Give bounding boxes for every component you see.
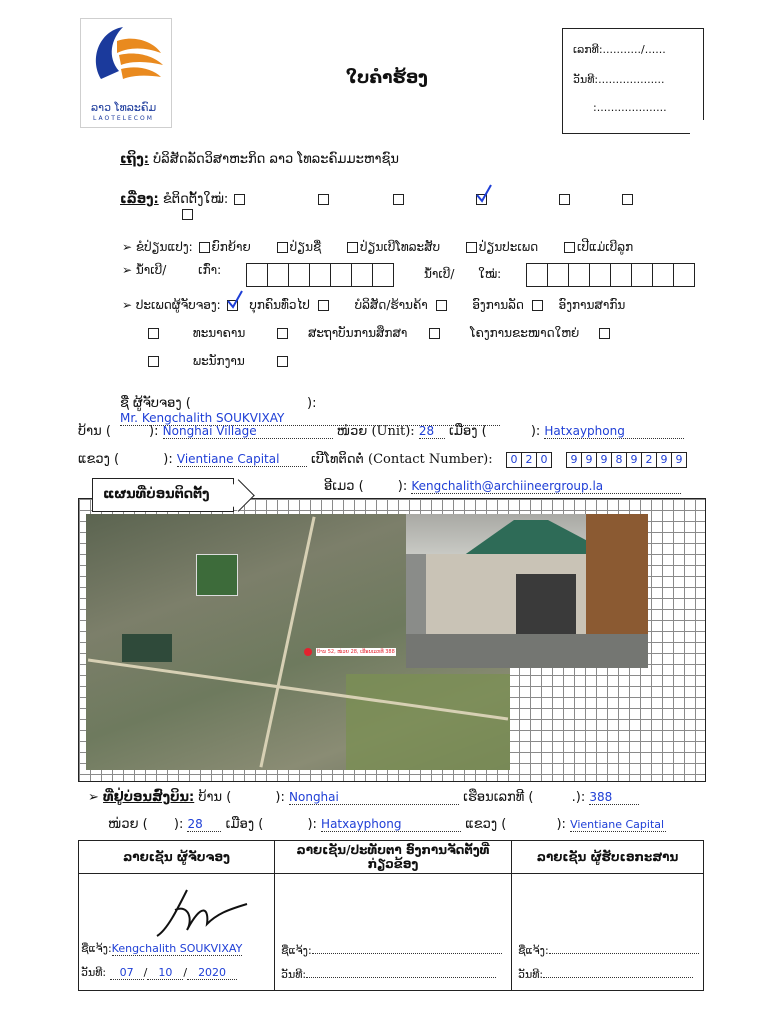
receiver-name-label: ຊື່ແຈ້ງ: [518, 944, 549, 957]
phone-digit: 9 [675, 453, 683, 466]
signature-table [78, 840, 704, 991]
change-request-label: ຂໍປ່ຽນແປງ: [135, 240, 193, 254]
option-change-number: ປ່ຽນເບີໂທລະສັບ [360, 240, 441, 254]
phone-digit: 2 [522, 453, 537, 467]
option-rename: ປ່ຽນຊື່ [289, 240, 322, 254]
applicant-sig-name[interactable]: Kengchalith SOUKVIXAY [111, 942, 243, 955]
checkbox[interactable] [559, 194, 570, 205]
old-number-cells[interactable] [246, 263, 394, 287]
form-title: ໃບຄໍາຮ້ອງ [346, 68, 428, 88]
bullet-arrow-icon: ➢ [122, 240, 133, 254]
install-unit-label: ໜ່ວຍ ( [108, 817, 148, 832]
option-change-type: ປ່ຽນປະເພດ [478, 240, 539, 254]
checkbox[interactable] [277, 242, 288, 253]
checkbox-checked[interactable] [476, 194, 487, 205]
checkbox[interactable] [429, 328, 440, 339]
unit-label: ໜ່ວຍ (Unit): [336, 424, 415, 439]
signature-head-receiver: ລາຍເຊັນ ຜູ້ຮັບເອກະສານ [512, 841, 704, 874]
email-field[interactable]: Kengchalith@archiineergroup.la [411, 479, 681, 494]
check-mark-icon [226, 289, 244, 309]
bullet-arrow-icon: ➢ [122, 263, 133, 277]
map-location-label: ບ້ານ 52, ໜ່ວຍ 28, ເຮືອນເລກທີ 388 [317, 649, 395, 655]
install-district-label: ເມືອງ ( [225, 817, 264, 832]
house-number-label: ເຮືອນເລກທີ ( [463, 790, 534, 805]
applicant-name-label: ຊື່ ຜູ້ຈັບຈອງ ( [120, 396, 191, 411]
checkbox[interactable] [393, 194, 404, 205]
type-education: ສະຖາບັນການສຶກສາ [307, 326, 408, 340]
number-row [122, 263, 221, 277]
province-label: ແຂວງ ( [78, 452, 120, 467]
office-use-box [562, 28, 704, 134]
type-international: ອົງການສາກົນ [558, 298, 626, 312]
village-field[interactable]: Nonghai Village [163, 424, 333, 439]
address-row: ບ້ານ ( ): Nonghai Village ໜ່ວຍ (Unit): 28 ເມືອງ ( ): Hatxayphong [78, 424, 703, 439]
reference-number: ເລກທີ:.........../...... [573, 43, 666, 56]
map-section-tag [92, 478, 234, 512]
office-date: ວັນທີ:................... [573, 73, 665, 86]
sig-year[interactable]: 2020 [187, 966, 237, 980]
sig-day[interactable]: 07 [110, 966, 144, 980]
applicant-date-label: ວັນທີ: [81, 966, 107, 979]
new-number-label-group [424, 267, 501, 281]
receiver-date-label: ວັນທີ: [518, 968, 544, 981]
phone-label: ເບີໂທຕິດຕໍ່ (Contact Number): [311, 452, 493, 467]
type-large-project: ໂຄງການຂະໜາດໃຫຍ່ [470, 326, 580, 340]
subject-label: ເລື່ອງ: [120, 192, 159, 207]
receiver-signature-cell[interactable] [512, 874, 704, 991]
checkbox[interactable] [622, 194, 633, 205]
signature-head-applicant: ລາຍເຊັນ ຜູ້ຈັບຈອງ [79, 841, 275, 874]
install-address-label: ທີ່ຢູ່ບ່ອນສົ່ງບິນ: [103, 790, 195, 805]
checkbox[interactable] [234, 194, 245, 205]
subject-text: ຂໍຕິດຕັ້ງໃໝ່: [162, 192, 229, 207]
to-label: ເຖິງ: [120, 152, 150, 167]
phone-digit: 9 [567, 453, 582, 467]
email-row: ອີເມວ ( ): Kengchalith@archiineergroup.la [324, 479, 681, 494]
org-name-label: ຊື່ແຈ້ງ: [281, 944, 312, 957]
old-number-suffix: ເກົ່າ: [198, 263, 222, 277]
phone-digit: 9 [597, 453, 612, 467]
district-label: ເມືອງ ( [448, 424, 487, 439]
phone-digit: 9 [582, 453, 597, 467]
checkbox[interactable] [532, 300, 543, 311]
checkbox[interactable] [277, 328, 288, 339]
to-line [120, 152, 399, 167]
office-extra: :.................... [593, 101, 667, 114]
bullet-arrow-icon: ➢ [88, 790, 99, 805]
applicant-name-label-sig: ຊື່ແຈ້ງ: [81, 942, 112, 955]
install-address-row: ➢ ທີ່ຢູ່ບ່ອນສົ່ງບິນ: ບ້ານ ( ): Nonghai ເຮືອນເລກທີ ( .): 388 [88, 790, 708, 805]
house-photo[interactable] [406, 514, 648, 668]
change-request-row [122, 240, 633, 254]
type-bank: ທະນາຄານ [192, 326, 246, 340]
install-province-field[interactable]: Vientiane Capital [570, 818, 665, 831]
logo [80, 18, 172, 128]
logo-text-en: LAOTELECOM [93, 115, 154, 122]
map-section-tag-text: ແຜນທີ່ບ່ອນຕິດຕັ້ງ [103, 487, 210, 502]
handwritten-signature [147, 880, 257, 940]
install-district-field[interactable]: Hatxayphong [321, 817, 461, 832]
checkbox[interactable] [436, 300, 447, 311]
signature-head-organization: ລາຍເຊັນ/ປະທັບຕາ ອົງການຈັດຕັ້ງທີ່ກ່ຽວຂ້ອງ [275, 841, 512, 874]
install-village-label: ບ້ານ ( [198, 790, 232, 805]
checkbox[interactable] [564, 242, 575, 253]
checkbox[interactable] [466, 242, 477, 253]
install-province-label: ແຂວງ ( [465, 817, 507, 832]
phone-prefix-cells[interactable] [506, 452, 552, 468]
checkbox[interactable] [318, 194, 329, 205]
logo-text-lao: ລາວ ໂທລະຄົມ [91, 101, 157, 114]
phone-digit: 0 [540, 453, 548, 466]
option-move: ຍົກຍ້າຍ [211, 240, 251, 254]
unit-field[interactable]: 28 [419, 424, 445, 439]
checkbox[interactable] [347, 242, 358, 253]
type-government: ອົງການລັດ [472, 298, 524, 312]
type-staff: ພະນັກງານ [192, 354, 245, 368]
checkbox[interactable] [182, 209, 193, 220]
phone-digit: 8 [612, 453, 627, 467]
province-row: ແຂວງ ( ): Vientiane Capital ເບີໂທຕິດຕໍ່ (Contact Number): [78, 452, 493, 467]
checkbox[interactable] [599, 328, 610, 339]
house-number-field[interactable]: 388 [589, 790, 639, 805]
subscriber-type-row-2 [146, 326, 612, 340]
phone-digit: 9 [627, 453, 642, 467]
type-individual: ບຸກຄົນທົ່ວໄປ [249, 298, 310, 312]
province-field[interactable]: Vientiane Capital [177, 452, 307, 467]
new-number-suffix: ໃໝ່: [478, 267, 502, 281]
district-field[interactable]: Hatxayphong [544, 424, 684, 439]
checkbox-checked[interactable] [227, 300, 238, 311]
org-date-label: ວັນທີ: [281, 968, 307, 981]
phone-number-cells[interactable] [566, 452, 687, 468]
laotelecom-logo-icon [81, 19, 171, 99]
applicant-name-row: ຊື່ ຜູ້ຈັບຈອງ ( ): Mr. Kengchalith SOUKVIXAY [120, 396, 700, 426]
phone-digit: 9 [657, 453, 672, 467]
page-fold-icon [690, 120, 704, 134]
install-village-field[interactable]: Nonghai [289, 790, 459, 805]
subscriber-type-row-3 [146, 354, 290, 368]
old-number-label: ນໍ້າເບີ/ [135, 263, 167, 277]
install-address-row-2: ໜ່ວຍ ( ): 28 ເມືອງ ( ): Hatxayphong ແຂວງ ( ): Vientiane Capital [108, 817, 665, 832]
checkbox[interactable] [148, 356, 159, 367]
bullet-arrow-icon: ➢ [122, 298, 133, 312]
phone-digit: 0 [507, 453, 522, 467]
checkbox[interactable] [148, 328, 159, 339]
location-pin-icon [304, 648, 312, 656]
email-label: ອີເມວ ( [324, 479, 364, 494]
new-number-cells[interactable] [526, 263, 695, 287]
subscriber-type-label: ປະເພດຜູ້ຈັບຈອງ: [135, 298, 221, 312]
checkbox[interactable] [318, 300, 329, 311]
applicant-signature-cell[interactable]: ຊື່ແຈ້ງ:Kengchalith SOUKVIXAY ວັນທີ: 07 / 10 / 2020 [79, 874, 275, 991]
applicant-name-field[interactable]: Mr. Kengchalith SOUKVIXAY [120, 411, 500, 426]
checkbox[interactable] [199, 242, 210, 253]
check-mark-icon [475, 183, 493, 203]
subscriber-type-row [122, 298, 625, 312]
option-sub-number: ເປີແມ່ເບີລູກ [576, 240, 634, 254]
new-number-label: ນໍ້າເບີ/ [424, 267, 455, 281]
subject-line [120, 192, 680, 222]
organization-signature-cell[interactable] [275, 874, 512, 991]
to-text: ບໍລິສັດລັດວິສາຫະກິດ ລາວ ໂທລະຄົມມະຫາຊົນ [153, 152, 399, 167]
sig-month[interactable]: 10 [147, 966, 183, 980]
install-unit-field[interactable]: 28 [187, 817, 221, 832]
village-label: ບ້ານ ( [78, 424, 111, 439]
type-company: ບໍລິສັດ/ຮ້ານຄ້າ [354, 298, 428, 312]
phone-digit: 2 [642, 453, 657, 467]
checkbox[interactable] [277, 356, 288, 367]
